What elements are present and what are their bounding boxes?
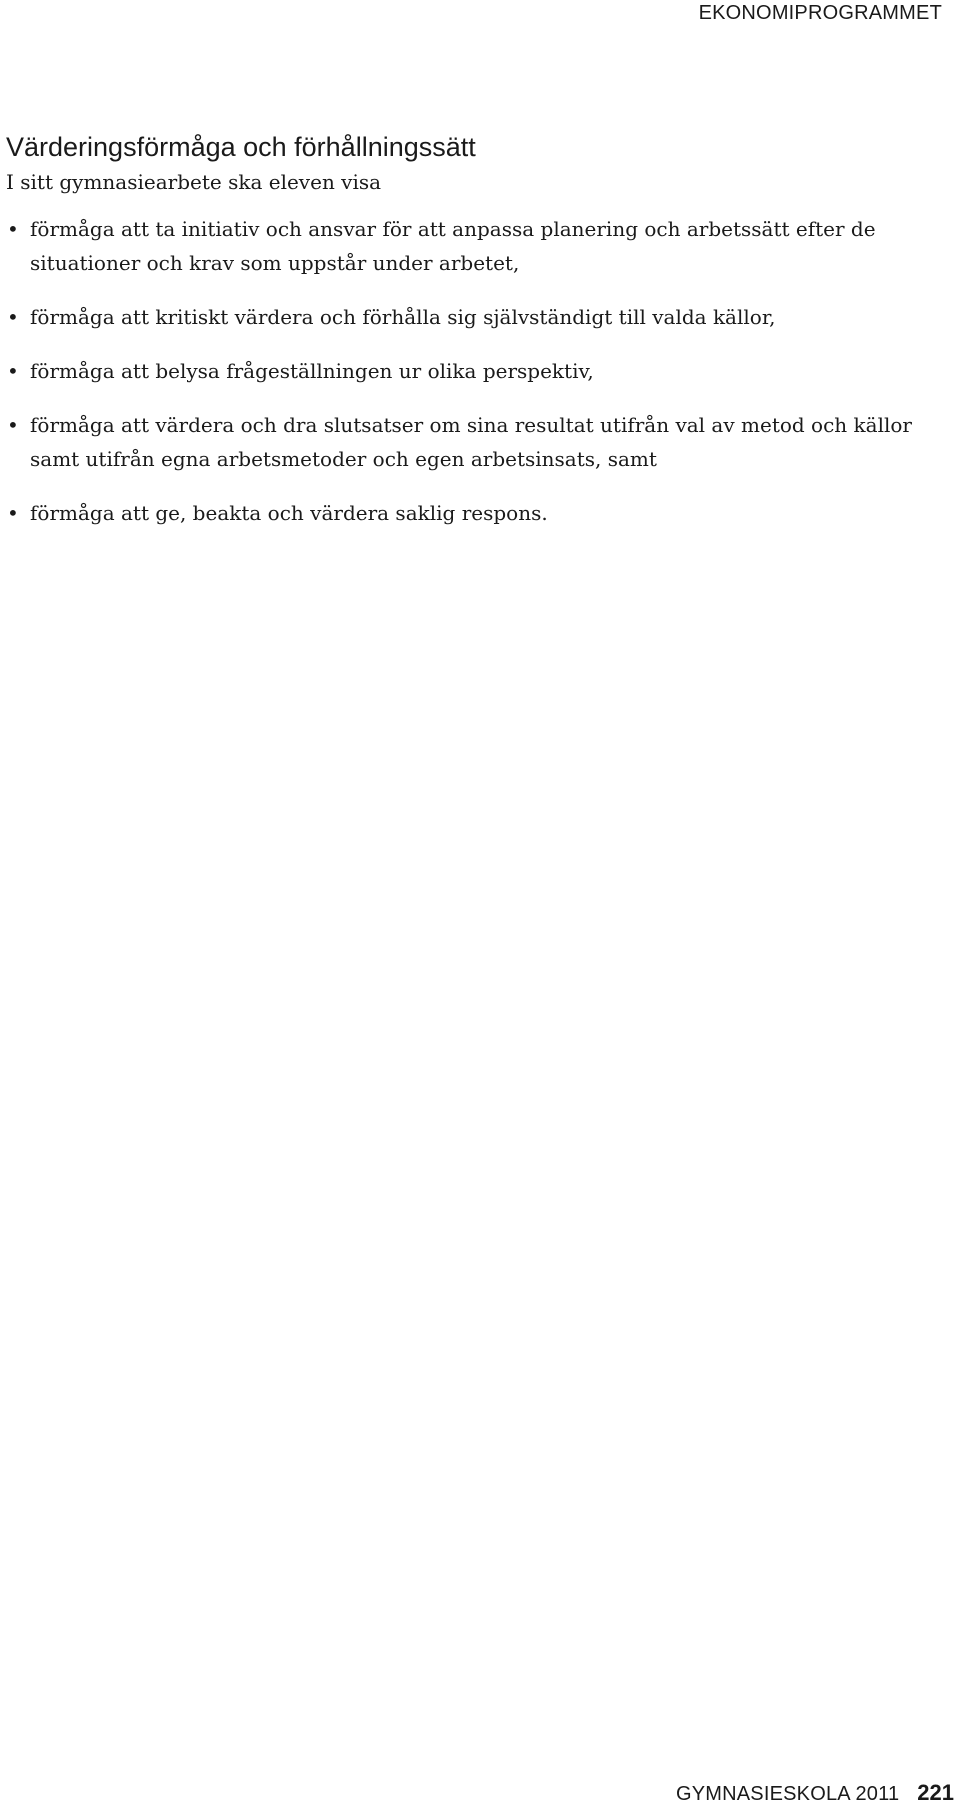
main-content [6,130,946,550]
list-item-text: förmåga att ge, beakta och värdera saklig respons. [30,501,548,525]
section-title: Värderingsförmåga och förhållningssätt [6,132,476,162]
criteria-list [6,212,946,530]
list-item [6,212,946,280]
section-intro: I sitt gymnasiearbete ska eleven visa [6,170,382,194]
running-head: EKONOMIPROGRAMMET [698,2,942,24]
list-item [6,354,946,388]
list-item-text: förmåga att kritiskt värdera och förhålla sig självständigt till valda källor, [30,305,776,329]
list-item [6,408,946,476]
list-item-text: förmåga att belysa frågeställningen ur olika perspektiv, [30,359,594,383]
list-item [6,496,946,530]
bullet-icon: • [7,217,19,241]
list-item-text: förmåga att ta initiativ och ansvar för att anpassa planering och arbetssätt efter de situationer och krav som uppstår under arbetet, [30,217,876,275]
bullet-icon: • [7,305,19,329]
list-item-text: förmåga att värdera och dra slutsatser om sina resultat utifrån val av metod och källor samt utifrån egna arbetsmetoder och egen arbetsinsats, samt [30,413,912,471]
bullet-icon: • [7,413,19,437]
bullet-icon: • [7,501,19,525]
footer-label: GYMNASIESKOLA 2011 [675,1783,900,1805]
bullet-icon: • [7,359,19,383]
page-footer [676,1780,954,1806]
list-item [6,300,946,334]
page-number: 221 [917,1780,954,1805]
